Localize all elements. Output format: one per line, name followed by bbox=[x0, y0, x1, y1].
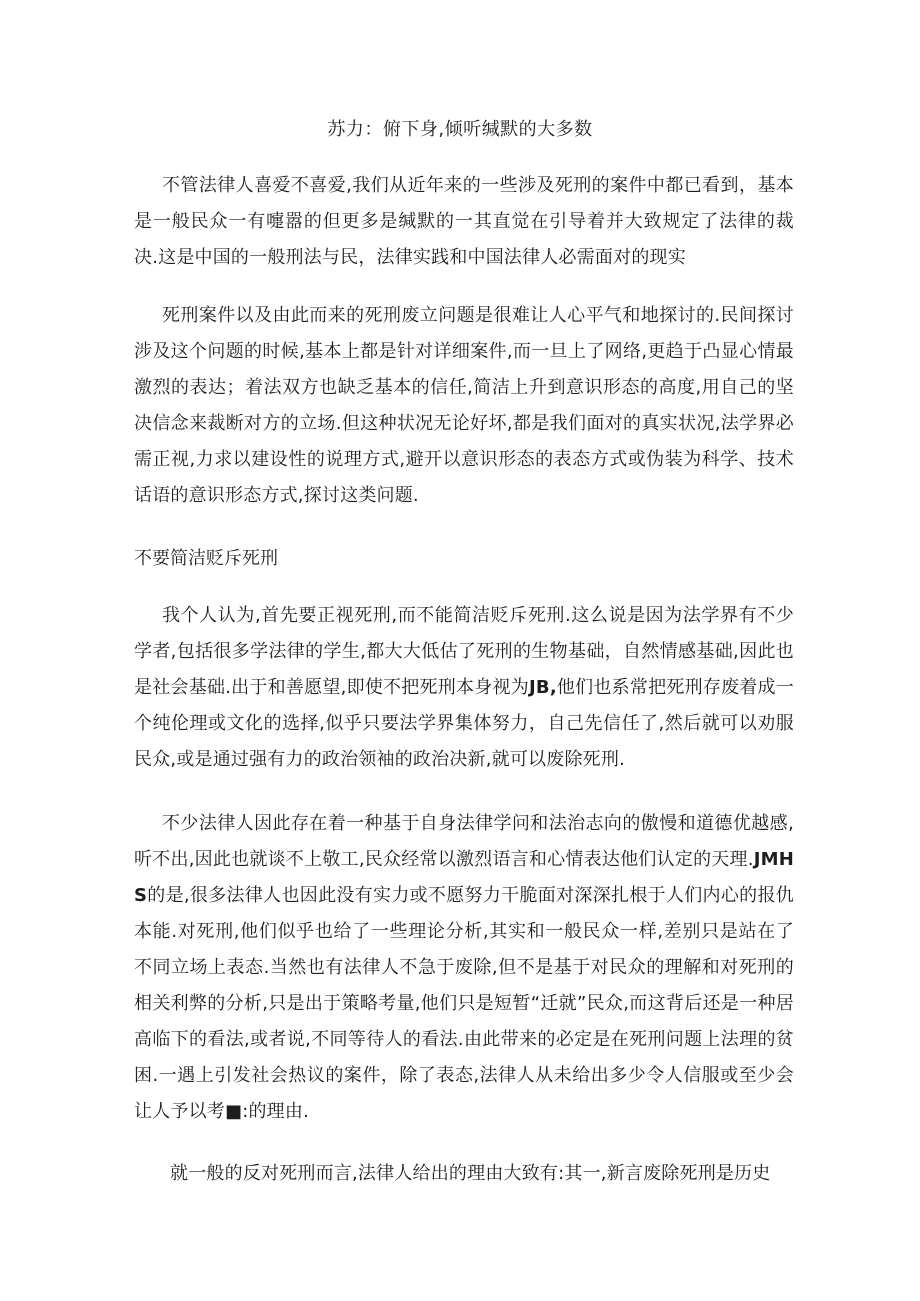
section-heading: 不要简洁贬斥死刑 bbox=[134, 548, 278, 569]
paragraph-3-bold-text: JB, bbox=[529, 677, 557, 698]
paragraph-4-text-a: 不少法律人因此存在着一种基于自身法律学问和法治志向的傲慢和道德优越感,听不出,因此也就谈不上敬工,民众经常以激烈语言和心情表达他们认定的天理. bbox=[134, 813, 794, 870]
paragraph-4-text-b: 的是,很多法律人也因此没有实力或不愿努力干脆面对深深扎根于人们内心的报仇本能.对死刑,他们似乎也给了一些理论分析,其实和一般民众一样,差别只是站在了不同立场上表态.当然也有法律人不急于废除,但不是基于对民众的理解和对死刑的相关利弊的分析,只是出于策略考量,他们只是短暂“迁就”民众,而这背后还是一种居高临下的看法,或者说,不同等待人的看法.由此带来的必定是在死刑问题上法理的贫困.一遇上引发社会热议的案件，除了表态,法律人从未给出多少令人信服或至少会让人予以考■:的理由. bbox=[134, 885, 794, 1122]
paragraph-3-text-a: 我个人认为,首先要正视死刑,而不能简洁贬斥死刑.这么说是因为法学界有不少学者,包括很多学法律的学生,都大大低估了死刑的生物基础，自然情感基础,因此也是社会基础.出于和善愿望,即使不把死刑本身视为 bbox=[134, 605, 794, 698]
paragraph-4-bold-text: JMHS bbox=[134, 849, 794, 906]
document-title: 苏力：俯下身,倾听缄默的大多数 bbox=[327, 119, 593, 140]
paragraph-5: 就一般的反对死刑而言,法律人给出的理由大致有:其一,新言废除死刑是历史 bbox=[170, 1163, 771, 1184]
paragraph-1: 不管法律人喜爱不喜爱,我们从近年来的一些涉及死刑的案件中都已看到，基本是一般民众一有嚏嚣的但更多是缄默的一其直觉在引导着并大致规定了法律的裁决.这是中国的一般刑法与民，法律实践和中国法律人必需面对的现实 bbox=[134, 175, 794, 268]
paragraph-4 bbox=[134, 806, 794, 1130]
paragraph-3-text-b: 他们也系常把死刑存废着成一个纯伦理或文化的选择,似乎只要法学界集体努力，自己先信任了,然后就可以劝服民众,或是通过强有力的政治领袖的政治决新,就可以废除死刑. bbox=[134, 677, 794, 770]
paragraph-2: 死刑案件以及由此而来的死刑废立问题是很难让人心平气和地探讨的.民间探讨涉及这个问题的时候,基本上都是针对详细案件,而一旦上了网络,更趋于凸显心情最激烈的表达；着法双方也缺乏基本的信任,简洁上升到意识形态的高度,用自己的坚决信念来裁断对方的立场.但这种状况无论好坏,都是我们面对的真实状况,法学界必需正视,力求以建设性的说理方式,避开以意识形态的表态方式或伪装为科学、技术话语的意识形态方式,探讨这类问题. bbox=[134, 305, 794, 506]
paragraph-3 bbox=[134, 598, 794, 778]
